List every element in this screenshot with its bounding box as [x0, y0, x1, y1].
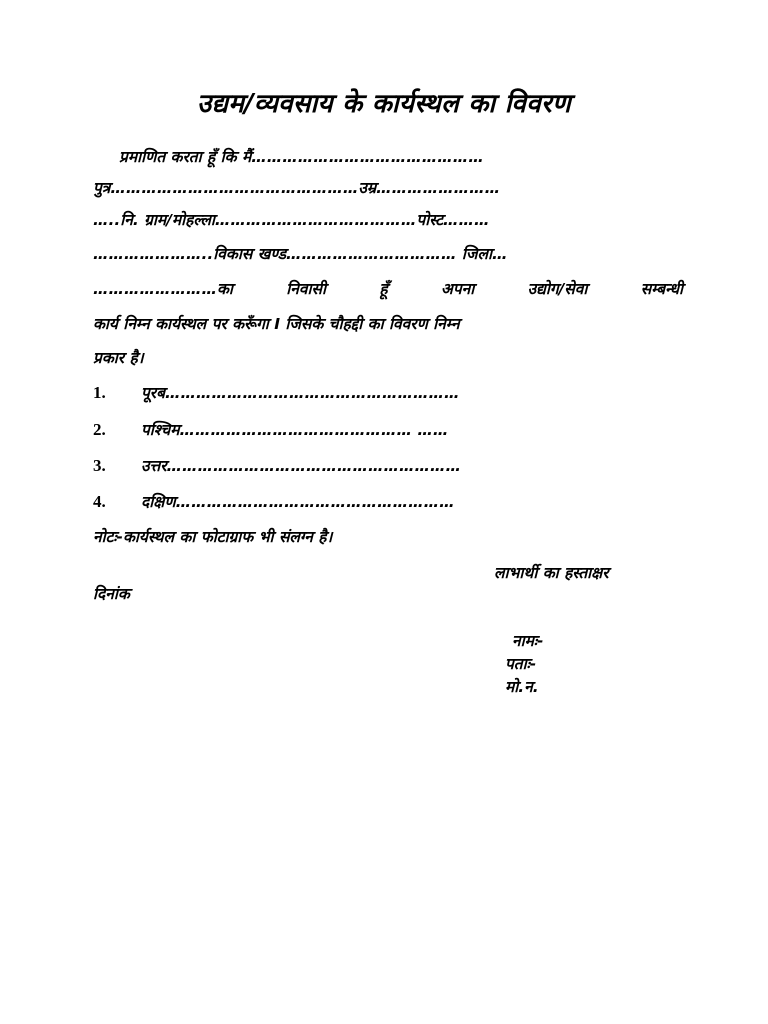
- certification-line-5: ……………………का निवासी हूँ अपना उद्योग/सेवा सम्बन्धी: [93, 280, 683, 298]
- certification-line-7: प्रकार है।: [93, 349, 144, 367]
- signature-label: लाभार्थी का हस्ताक्षर: [494, 564, 609, 582]
- page-title: उद्यम/व्यवसाय के कार्यस्थल का विवरण: [197, 89, 571, 119]
- boundary-west: [93, 419, 448, 441]
- list-number: 4.: [93, 492, 106, 511]
- boundary-label: पूरब…………………………………………………: [141, 384, 460, 402]
- list-number: 2.: [93, 420, 106, 439]
- boundary-label: उत्तर…………………………………………………: [141, 457, 462, 475]
- note-text: नोटः-कार्यस्थल का फोटाग्राफ भी संलग्न है।: [93, 528, 333, 546]
- certification-line-6: कार्य निम्न कार्यस्थल पर करूँगा I जिसके चौहद्दी का विवरण निम्न: [93, 315, 460, 333]
- certification-line-4: …………………..विकास खण्ड…………………………… जिला…: [93, 245, 508, 263]
- boundary-label: दक्षिण………………………………………………: [141, 493, 455, 511]
- list-number: 3.: [93, 456, 106, 475]
- list-number: 1.: [93, 383, 106, 402]
- certification-line-2: पुत्र…………………………………………उम्र……………………: [93, 179, 501, 197]
- date-label: दिनांक: [93, 585, 130, 603]
- name-field: नामः-: [512, 632, 544, 650]
- boundary-label: पश्चिम……………………………………… ……: [141, 421, 449, 439]
- boundary-east: [93, 382, 460, 404]
- certification-line-3: …..नि. ग्राम/मोहल्ला…………………………………पोस्ट………: [93, 211, 490, 229]
- certification-line-1: प्रमाणित करता हूँ कि मैं………………………………………: [119, 148, 484, 166]
- address-field: पताः-: [505, 655, 537, 673]
- mobile-field: मो.न.: [505, 678, 539, 696]
- boundary-south: [93, 491, 455, 513]
- boundary-north: [93, 455, 461, 477]
